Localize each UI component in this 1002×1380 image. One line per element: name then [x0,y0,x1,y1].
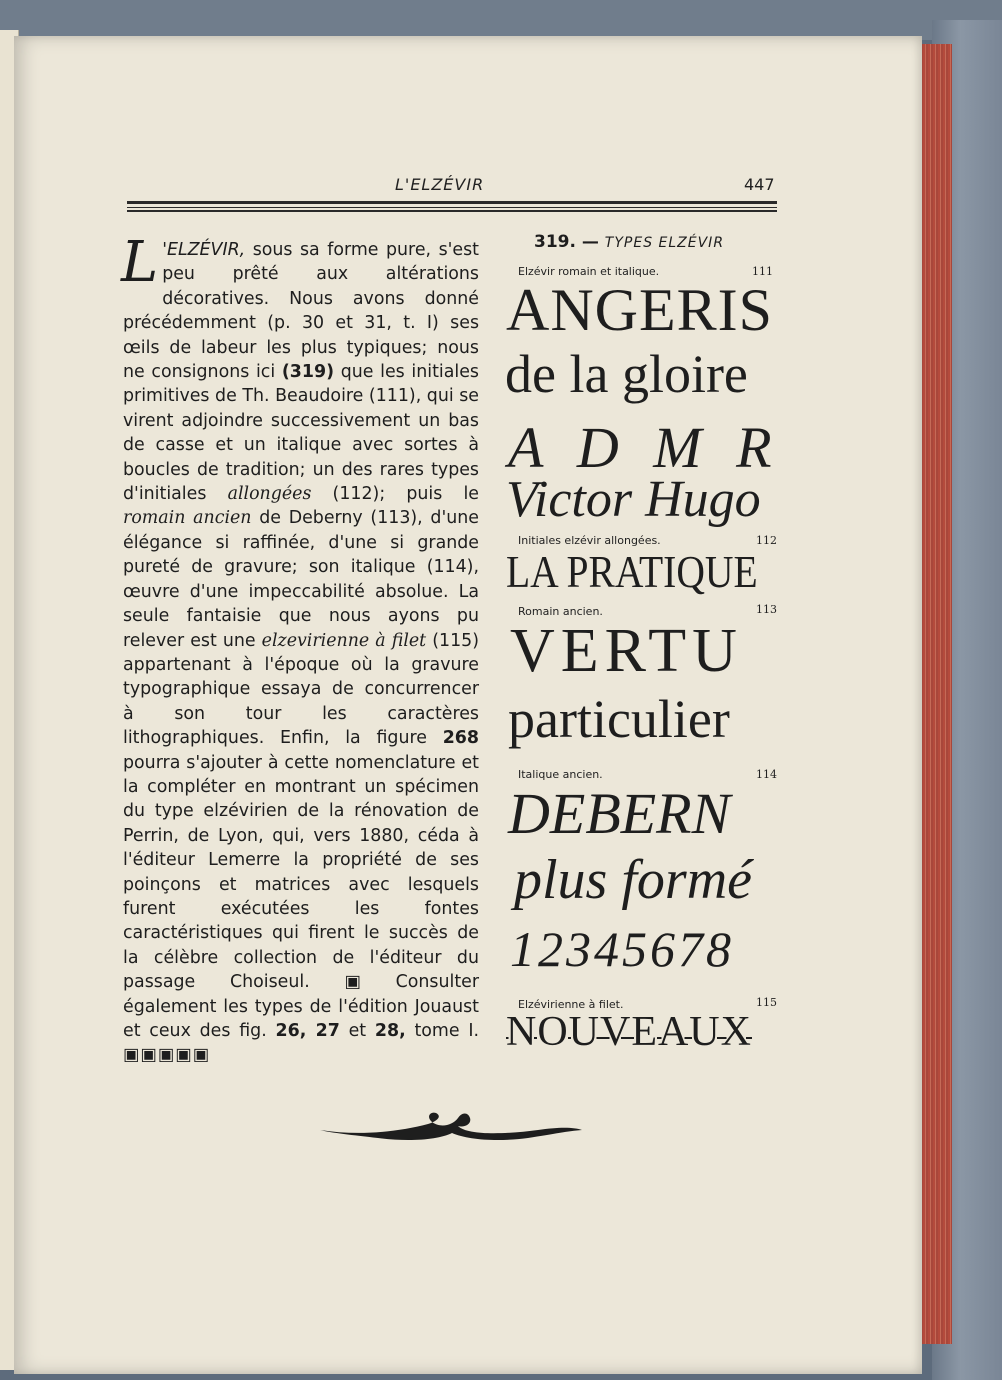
header-rule-lower [127,210,777,212]
book-cover-top [0,0,1002,40]
caption-111: Elzévir romain et italique. [518,265,660,278]
text-run: Consulter également les types de l'édition Jouaust et ceux des fig. [123,972,480,1041]
specimen-number: 319. — [534,232,599,252]
running-head: L'ELZÉVIR [395,175,485,194]
caption-number: 113 [756,603,777,616]
lead-word: 'ELZÉVIR, [162,240,246,260]
italic-term: allongées [227,484,312,505]
text-run: tome I. [405,1021,479,1041]
specimen-title-text: TYPES ELZÉVIR [604,235,725,251]
text-run: de Deberny (113), d'une élégance si raffinée, d'une si grande pureté de gravure; son italique (114), œuvre d'une impeccabilité absolue. La seule fantaisie que nous ayons pu relever est une [123,508,479,651]
sample-pratique: LA PRATIQUE [506,546,758,597]
tailpiece-ornament-icon [318,1100,584,1144]
drop-cap: L [121,230,159,295]
caption-115: Elzévirienne à filet. [518,998,624,1011]
sample-victor-hugo: Victor Hugo [506,471,761,528]
sample-gloire: de la gloire [505,344,748,404]
figure-ref: 28, [374,1021,406,1041]
figure-ref: 26, 27 [275,1021,340,1041]
text-run: et [339,1021,375,1041]
text-run: sous sa forme pure, s'est peu prêté aux altérations décoratives. Nous avons donné précédemment (p. 30 et 31, t. I) ses œils de labeur les plus typiques; nous ne consignons ici [123,240,479,383]
caption-112: Initiales elzévir allongées. [518,534,661,547]
sample-angeris: ANGERIS [506,277,774,343]
sample-debern: DEBERN [508,781,731,846]
figure-ref: (319) [281,362,335,383]
page-edges [918,44,952,1344]
sample-particulier: particulier [508,689,730,749]
specimen-title [534,232,724,252]
text-run: (115) appartenant à l'époque où la gravure typographique essaya de concurrencer à son tour les caractères lithographiques. Enfin, la figure [123,630,480,749]
fleuron-icon: ▣ [344,972,361,993]
caption-number: 115 [756,996,777,1009]
italic-term: elzevirienne à filet [261,630,427,651]
figure-ref: 268 [442,728,479,749]
sample-vertu: VERTU [510,617,743,685]
text-run: que les initiales primitives de Th. Beaudoire (111), qui se virent adjoindre successivement un bas de casse et un italique avec sortes à boucles de tradition; un des rares types d'initiales [123,362,479,505]
sample-nouveaux: NOUVEAUX [506,1009,752,1055]
caption-number: 114 [756,768,777,781]
page-number: 447 [744,175,775,194]
caption-number: 111 [752,265,773,278]
text-run: pourra s'ajouter à cette nomenclature et la compléter en montrant un spécimen du type elzévirien de la rénovation de Perrin, de Lyon, qui, vers 1880, céda à l'éditeur Lemerre la propriété de ses poinçons et matrices avec lesquels furent exécutées les fontes caractéristiques qui firent le succès de la célèbre collection de l'éditeur du passage Choiseul. [123,752,479,993]
sample-digits: 12345678 [510,921,734,977]
fleuron-icons: ▣▣▣▣▣ [123,1045,211,1066]
italic-term: romain ancien [123,508,252,529]
caption-113: Romain ancien. [518,605,603,618]
body-paragraph [121,230,480,1068]
sample-initials: A D M R [508,415,782,480]
header-rule-thin [127,207,777,208]
header-rule [127,201,777,204]
text-run: (112); puis le [311,484,479,505]
sample-plus-forme: plus formé [514,849,752,911]
caption-number: 112 [756,534,777,547]
caption-114: Italique ancien. [518,768,603,781]
